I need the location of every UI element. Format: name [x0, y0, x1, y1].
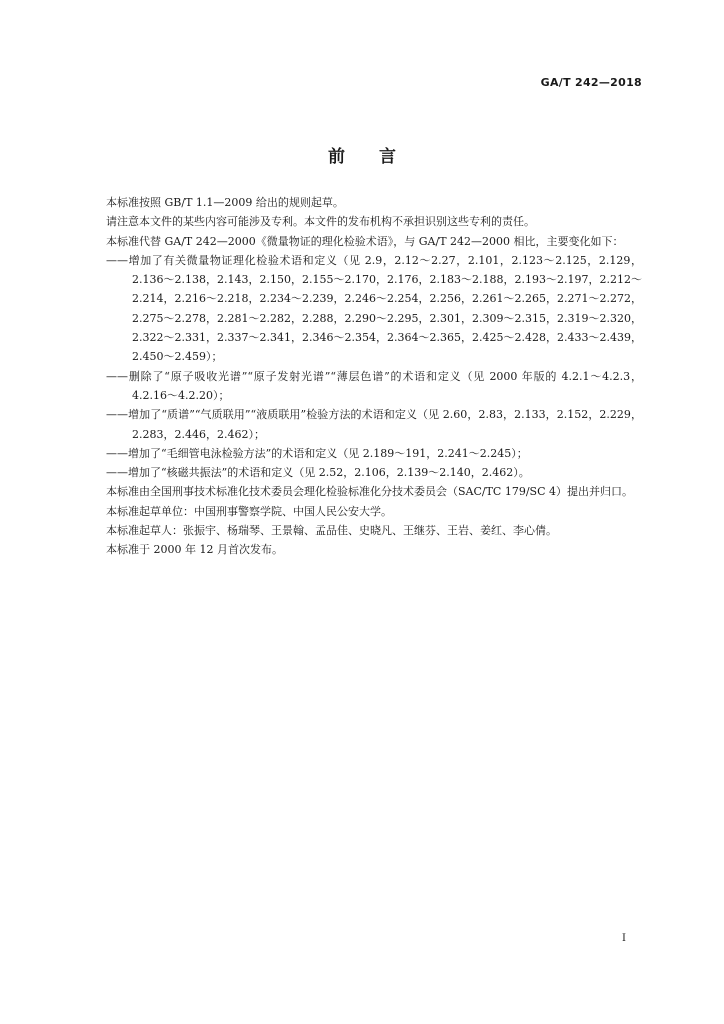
paragraph-drafting-units: 本标准起草单位：中国刑事警察学院、中国人民公安大学。 [106, 504, 392, 518]
changes-list [84, 251, 642, 483]
page-title: 前言 [328, 147, 430, 167]
page-number: I [622, 933, 626, 944]
paragraph-drafters: 本标准起草人：张振宇、杨瑞琴、王景翰、孟品佳、史晓凡、王继芬、王岩、姜红、李心倩。 [106, 524, 557, 538]
foreword-body [84, 193, 642, 560]
change-item: ——删除了“原子吸收光谱”“原子发射光谱”“薄层色谱”的术语和定义（见 2000 年版的 4.2.1～4.2.3，4.2.16～4.2.20）； [106, 369, 642, 402]
document-code: GA/T 242—2018 [540, 76, 642, 89]
change-item: ——增加了“毛细管电泳检验方法”的术语和定义（见 2.189～191，2.241～2.245）； [106, 446, 528, 460]
change-item: ——增加了“质谱”“气质联用”“液质联用”检验方法的术语和定义（见 2.60，2.83，2.133，2.152，2.229，2.283，2.446，2.462）； [106, 408, 642, 441]
change-item: ——增加了有关微量物证理化检验术语和定义（见 2.9，2.12～2.27，2.101，2.123～2.125，2.129，2.136～2.138，2.143，2.150，2.155～2.170，2.176，2.183～2.188，2.193～2.197，2.212～2.214，2.216～2.218，2.234～2.239，2.246～2.254，2.256，2.261～2.265，2.271～2.272，2.275～2.278，2.281～2.282，2.288，2.290～2.295，2.301，2.309～2.315，2.319～2.320，2.322～2.331，2.337～2.341，2.346～2.354，2.364～2.365，2.425～2.428，2.433～2.439，2.450～2.459）； [106, 253, 642, 364]
paragraph-patent-notice: 请注意本文件的某些内容可能涉及专利。本文件的发布机构不承担识别这些专利的责任。 [106, 215, 535, 229]
paragraph-proposed-by: 本标准由全国刑事技术标准化技术委员会理化检验标准化分技术委员会（SAC/TC 179/SC 4）提出并归口。 [106, 485, 633, 499]
paragraph-first-release: 本标准于 2000 年 12 月首次发布。 [106, 543, 283, 557]
paragraph-drafting-rules: 本标准按照 GB/T 1.1—2009 给出的规则起草。 [106, 196, 344, 209]
change-item: ——增加了“核磁共振法”的术语和定义（见 2.52，2.106，2.139～2.140，2.462）。 [106, 466, 530, 480]
paragraph-replaces: 本标准代替 GA/T 242—2000《微量物证的理化检验术语》，与 GA/T 242—2000 相比，主要变化如下： [106, 234, 624, 248]
